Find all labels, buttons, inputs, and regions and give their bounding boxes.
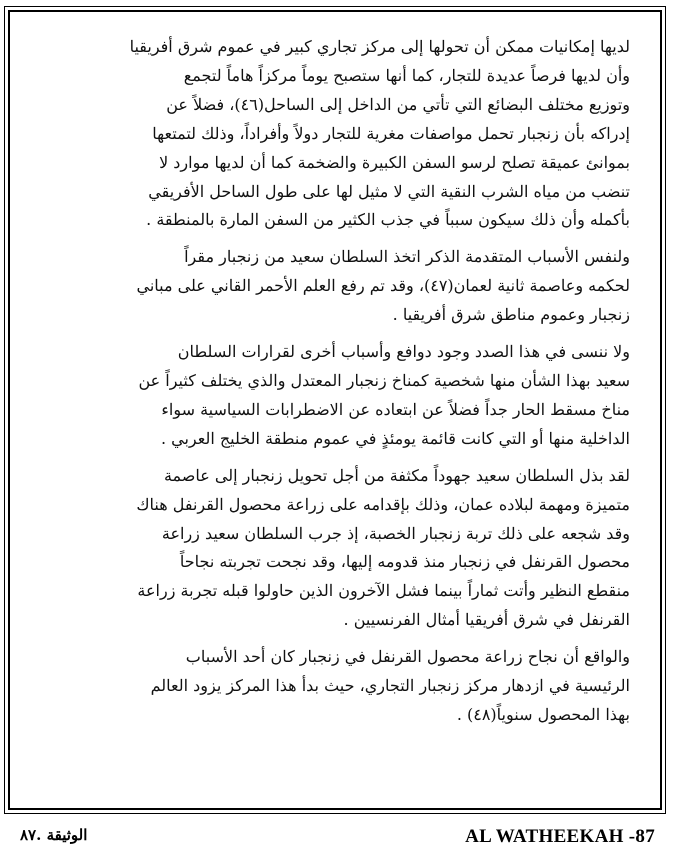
- text-line: لقد بذل السلطان سعيد جهوداً مكثفة من أجل تحويل زنجبار إلى عاصمة: [163, 465, 630, 485]
- paragraph-4: [32, 462, 630, 635]
- text-line: القرنفل في شرق أفريقيا أمثال الفرنسيين .: [343, 610, 630, 630]
- page-footer: [20, 826, 655, 850]
- text-line: لحكمه وعاصمة ثانية لعمان(٤٧)، وقد تم رفع العلم الأحمر القاني على مباني: [136, 276, 630, 296]
- text-line: تنضب من مياه الشرب النقية التي لا مثيل لها على طول الساحل الأفريقي: [148, 181, 630, 201]
- text-line: وأن لديها فرصاً عديدة للتجار، كما أنها ستصبح يوماً مركزاً هاماً لتجمع: [183, 65, 630, 85]
- text-line: محصول القرنفل في زنجبار منذ قدومه إليها، وقد نجحت تجربته نجاحاً: [179, 552, 630, 572]
- text-line: بموانئ عميقة تصلح لرسو السفن الكبيرة والضخمة كما أن لديها موارد لا: [159, 152, 630, 172]
- text-line: متميزة ومهمة لبلاده عمان، وذلك بإقدامه على زراعة محصول القرنفل هناك: [136, 494, 630, 514]
- text-line: وقد شجعه على ذلك تربة زنجبار الخصبة، إذ جرب السلطان سعيد زراعة: [161, 523, 630, 543]
- text-line: إدراكه بأن زنجبار تحمل مواصفات مغرية للتجار دولاً وأفراداً، وذلك لتمتعها: [152, 123, 630, 143]
- text-line: بهذا المحصول سنوياً(٤٨) .: [456, 704, 630, 724]
- body-text: [32, 33, 630, 738]
- text-line: زنجبار وعموم مناطق شرق أفريقيا .: [392, 305, 630, 325]
- text-line: وتوزيع مختلف البضائع التي تأتي من الداخل إلى الساحل(٤٦)، فضلاً عن: [166, 94, 630, 114]
- text-line: ولا ننسى في هذا الصدد وجود دوافع وأسباب أخرى لقرارات السلطان: [177, 342, 630, 362]
- paragraph-3: [32, 338, 630, 454]
- paragraph-2: [32, 243, 630, 330]
- text-line: الداخلية منها أو التي كانت قائمة يومئذٍ في عموم منطقة الخليج العربي .: [160, 428, 630, 448]
- footer-journal-page-number: AL WATHEEKAH -87: [465, 826, 655, 847]
- page-frame: [8, 10, 662, 810]
- paragraph-5: [32, 643, 630, 730]
- text-line: منقطع النظير وأتت ثماراً بينما فشل الآخرون الذين حاولوا قبله تجربة زراعة: [137, 581, 630, 601]
- text-line: ولنفس الأسباب المتقدمة الذكر اتخذ السلطان سعيد من زنجبار مقراً: [184, 247, 630, 267]
- text-line: الرئيسية في ازدهار مركز زنجبار التجاري، حيث بدأ هذا المركز يزود العالم: [150, 676, 630, 696]
- text-line: والواقع أن نجاح زراعة محصول القرنفل في زنجبار كان أحد الأسباب: [185, 647, 630, 667]
- text-line: لديها إمكانيات ممكن أن تحولها إلى مركز تجاري كبير في عموم شرق أفريقيا: [129, 37, 630, 56]
- text-line: سعيد بهذا الشأن منها شخصية كمناخ زنجبار المعتدل والذي يختلف كثيراً عن: [138, 370, 630, 390]
- text-line: مناخ مسقط الحار جداً فضلاً عن ابتعاده عن الاضطرابات السياسية سواء: [161, 399, 630, 419]
- footer-arabic-page-number: الوثيقة .٨٧: [20, 826, 88, 844]
- text-line: بأكمله وأن ذلك سيكون سبباً في جذب الكثير من السفن المارة بالمنطقة .: [146, 210, 630, 230]
- paragraph-1: [32, 33, 630, 235]
